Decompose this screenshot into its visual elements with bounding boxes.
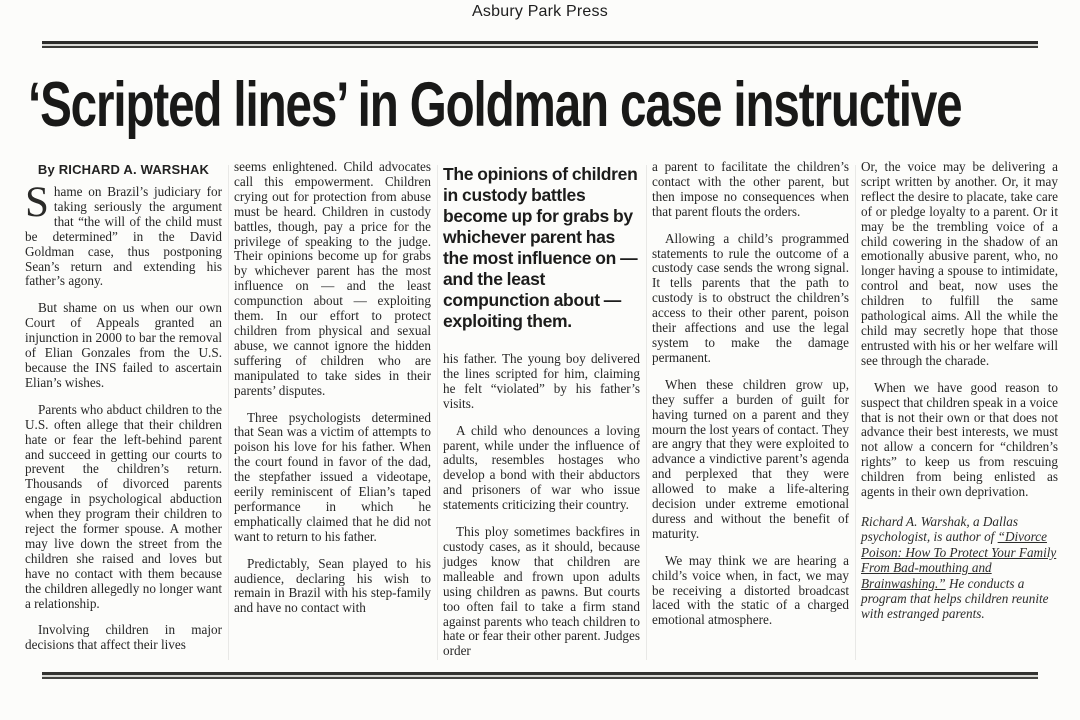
article-columns [25,160,1057,671]
byline: By RICHARD A. WARSHAK [37,162,210,177]
column-1 [25,160,222,671]
column-fold-line [228,165,229,660]
article-paragraph: But shame on us when our own Court of Appeals granted an injunction in 2000 to bar the removal of Elian Gonzales from the U.S. because the INS failed to ascertain Elian’s wishes. [25,300,222,390]
column-fold-line [646,165,647,660]
column-fold-line [437,165,438,660]
headline: ‘Scripted lines’ in Goldman case instructive [28,70,962,140]
book-title: “Divorce Poison: How To Protect Your Family From Bad-mouthing and Brainwashing.” [861,529,1057,591]
column-5 [861,160,1058,671]
article-paragraph: A child who denounces a loving parent, while under the influence of adults, resembles hostages who develop a bond with their abductors and prisoners of war who issue statements criticizing their country. [443,422,640,513]
article-paragraph: This ploy sometimes backfires in custody cases, as it should, because judges know that children are malleable and frown upon adults using children as pawns. But courts too often fail to take a firm stand against parents who teach children to hate or fear their other parent. Judges order [443,524,640,659]
bottom-rule [42,672,1038,679]
column-4 [652,160,849,671]
article-paragraph [25,179,222,289]
top-rule [42,41,1038,48]
column-fold-line [855,165,856,660]
article-paragraph: Predictably, Sean played to his audience, declaring his wish to remain in Brazil with his step-family and have no contact with [234,555,431,616]
masthead: Asbury Park Press [472,3,608,20]
article-paragraph: seems enlightened. Child advocates call this empowerment. Children crying out for protection from abuse must be heard. Children in custody battles, though, pay a price for the privilege of speaking to the judge. Their opinions become up for grabs by whichever parent has the most influence on — and the least compunction about — exploiting them. In our effort to protect children from physical and sexual abuse, we cannot ignore the hidden suffering of children who are manipulated to take sides in their parents’ disputes. [234,159,431,398]
article-paragraph: Three psychologists determined that Sean was a victim of attempts to poison his love for his father. When the court found in favor of the dad, the stepfather issued a videotape, eerily reminiscent of Elian’s taped performance in which he emphatically claimed that he did not want to return to his father. [234,409,431,544]
article-paragraph: We may think we are hearing a child’s voice when, in fact, we may be receiving a distorted broadcast laced with the static of a charged emotional atmosphere. [652,552,849,628]
article-paragraph: Involving children in major decisions that affect their lives [25,622,222,653]
article-paragraph: Allowing a child’s programmed statements to rule the outcome of a custody case sends the wrong signal. It tells parents that the path to custody is to obstruct the children’s access to their other parent, poison their affections and use the legal system to make the damage permanent. [652,230,849,365]
pull-quote: The opinions of children in custody battles become up for grabs by whichever parent has the most influence on — and the least compunction about — exploiting them. [443,164,638,331]
bio-text: Richard A. Warshak, a Dallas psychologist, is author of [861,513,1019,545]
bio-text: He conducts a program that helps children reunite with estranged parents. [861,575,1049,622]
article-paragraph: his father. The young boy delivered the lines scripted for him, claiming he felt “violated” by his father’s visits. [443,351,640,411]
article-paragraph: Or, the voice may be delivering a script written by another. Or, it may reflect the desire to placate, take care of or pledge loyalty to a parent. Or it may be the trembling voice of a child cowering in the shadow of an emotionally abusive parent, who, no longer having a spouse to intimidate, control and beat, now uses the children to fulfill the same pathological aims. All the while the child may secretly hope that those entrusted with his or her welfare will see through the charade. [861,159,1058,368]
article-paragraph: a parent to facilitate the children’s contact with the other parent, but then impose no consequences when that parent flouts the orders. [652,159,849,219]
paragraph-text: hame on Brazil’s judiciary for taking seriously the argument that “the will of the child must be determined” in the David Goldman case, thus postponing Sean’s return and extending his father’s agony. [25,184,222,289]
column-3 [443,160,640,671]
column-2 [234,160,431,671]
article-paragraph: Parents who abduct children to the U.S. often allege that their children hate or fear the left-behind parent and succeed in getting our courts to prevent the children’s return. Thousands of divorced parents engage in psychological abduction when they program their children to reject the former spouse. A mother may live down the street from the children she raised and loves but have no contact with them because the children allegedly no longer want a relationship. [25,401,222,611]
article-paragraph: When these children grow up, they suffer a burden of guilt for having turned on a parent and they mourn the lost years of contact. They are angry that they were exploited to advance a vindictive parent’s agenda and perplexed that they were allowed to make a life-altering decision under extreme emotional duress and without the benefit of maturity. [652,376,849,541]
author-bio [861,514,1058,622]
article-paragraph: When we have good reason to suspect that children speak in a voice that is not their own or that does not advance their best interests, we must not allow a concern for “children’s rights” to keep us from rescuing children from being enlisted as agents in their own deprivation. [861,379,1058,500]
drop-cap: S [25,179,49,226]
